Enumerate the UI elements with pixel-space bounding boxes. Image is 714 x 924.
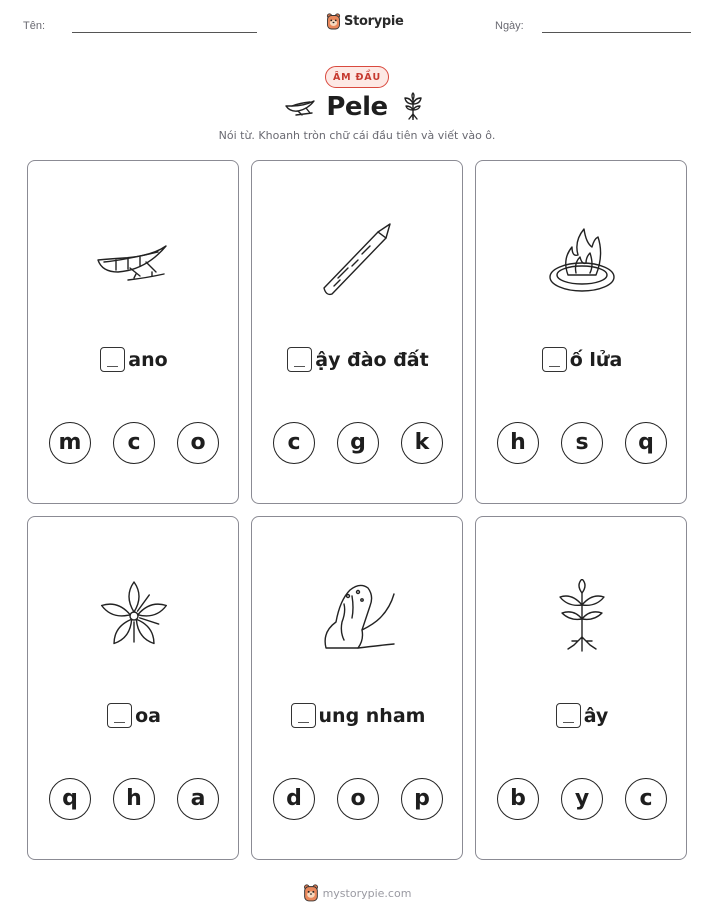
letter-choice[interactable]: q	[49, 778, 91, 820]
letter-choices	[476, 778, 688, 820]
letter-choices	[28, 422, 240, 464]
card-canoe	[27, 160, 239, 504]
letter-choice[interactable]: h	[113, 778, 155, 820]
letter-choice[interactable]: s	[561, 422, 603, 464]
letter-choice[interactable]: o	[337, 778, 379, 820]
card-lava-flow	[251, 516, 463, 860]
letter-choice[interactable]: b	[497, 778, 539, 820]
letter-choice[interactable]: c	[625, 778, 667, 820]
fire-pit-icon	[546, 225, 618, 295]
word-text: ung nham	[318, 704, 426, 727]
letter-choices	[252, 422, 464, 464]
letter-box[interactable]	[100, 347, 125, 372]
canoe-icon	[94, 232, 174, 288]
name-line[interactable]	[72, 32, 257, 33]
plant-sprout-icon	[552, 579, 612, 653]
sprout-small-icon	[402, 92, 424, 120]
letter-choice[interactable]: d	[273, 778, 315, 820]
digging-stick-icon	[318, 222, 398, 298]
letter-choice[interactable]: o	[177, 422, 219, 464]
letter-choice[interactable]: c	[273, 422, 315, 464]
letter-choice[interactable]: a	[177, 778, 219, 820]
letter-choices	[252, 778, 464, 820]
word-row	[252, 703, 464, 728]
lava-flow-icon	[318, 578, 398, 654]
bear-mascot-icon	[303, 884, 319, 902]
word-text: ano	[128, 348, 168, 371]
letter-choice[interactable]: k	[401, 422, 443, 464]
word-row	[252, 347, 464, 372]
letter-box[interactable]	[107, 703, 132, 728]
letter-box[interactable]	[287, 347, 312, 372]
card-plant-sprout	[475, 516, 687, 860]
word-text: ậy đào đất	[315, 348, 429, 371]
letter-box[interactable]	[556, 703, 581, 728]
card-fire-pit	[475, 160, 687, 504]
word-row	[476, 347, 688, 372]
letter-choice[interactable]: c	[113, 422, 155, 464]
word-row	[28, 347, 240, 372]
category-badge: ÂM ĐẦU	[325, 66, 389, 88]
brand-name: Storypie	[344, 14, 404, 29]
letter-choice[interactable]: y	[561, 778, 603, 820]
date-label: Ngày:	[495, 20, 524, 32]
date-line[interactable]	[542, 32, 691, 33]
footer-site[interactable]: mystorypie.com	[322, 886, 412, 900]
letter-choice[interactable]: g	[337, 422, 379, 464]
letter-choice[interactable]: q	[625, 422, 667, 464]
letter-choice[interactable]: m	[49, 422, 91, 464]
page-title: Pele	[326, 92, 388, 122]
word-text: ố lửa	[569, 348, 623, 371]
flower-icon	[97, 579, 171, 653]
word-row	[476, 703, 688, 728]
instructions: Nói từ. Khoanh tròn chữ cái đầu tiên và viết vào ô.	[218, 129, 496, 142]
card-digging-stick	[251, 160, 463, 504]
bear-mascot-icon	[326, 13, 341, 30]
card-flower	[27, 516, 239, 860]
letter-choice[interactable]: h	[497, 422, 539, 464]
name-label: Tên:	[23, 20, 46, 32]
letter-box[interactable]	[542, 347, 567, 372]
letter-choices	[28, 778, 240, 820]
footer	[0, 884, 714, 902]
letter-box[interactable]	[291, 703, 316, 728]
word-row	[28, 703, 240, 728]
word-text: oa	[135, 704, 161, 727]
letter-choices	[476, 422, 688, 464]
letter-choice[interactable]: p	[401, 778, 443, 820]
word-text: ây	[583, 704, 609, 727]
brand-logo	[326, 13, 404, 30]
